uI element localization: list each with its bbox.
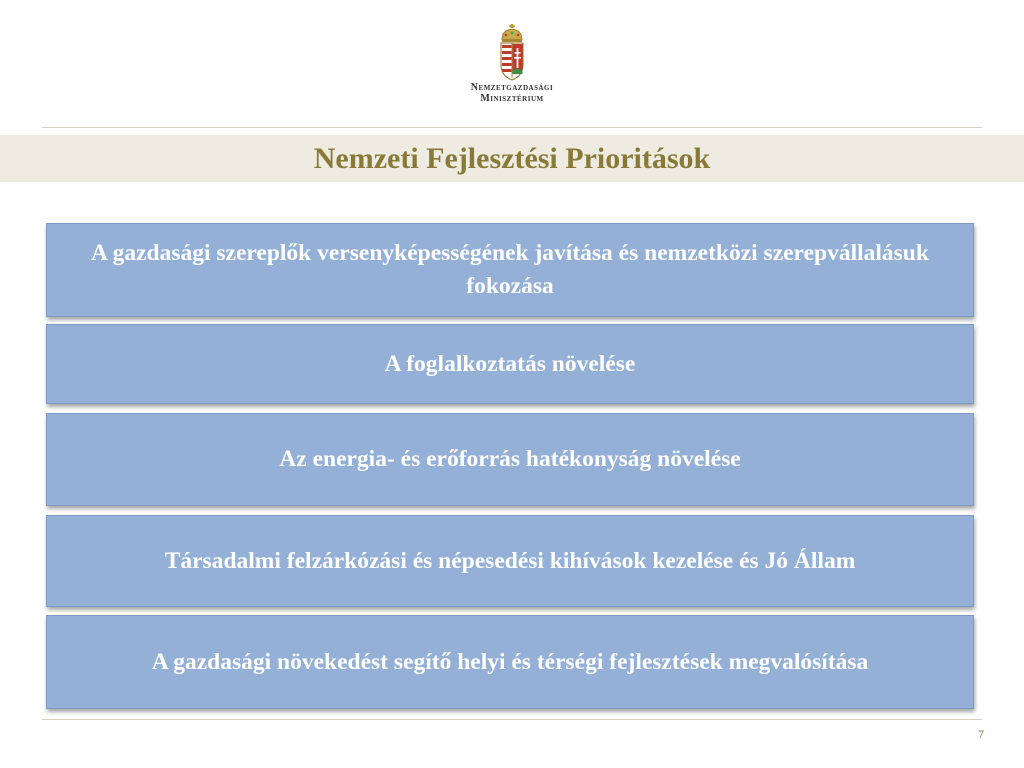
priority-box-1: A gazdasági szereplők versenyképességének javítása és nemzetközi szerepvállalásuk fokozása (46, 223, 974, 317)
logo-text-line1: Nemzetgazdasági (470, 82, 554, 93)
bottom-divider (42, 719, 982, 720)
priority-box-3: Az energia- és erőforrás hatékonyság növelése (46, 413, 974, 506)
priority-box-2: A foglalkoztatás növelése (46, 324, 974, 404)
ministry-logo (452, 24, 572, 116)
priority-box-4: Társadalmi felzárkózási és népesedési kihívások kezelése és Jó Állam (46, 515, 974, 607)
slide-title: Nemzeti Fejlesztési Prioritások (313, 142, 711, 175)
logo-text-line2: Minisztérium (480, 93, 544, 104)
coat-of-arms-icon (497, 24, 527, 82)
priority-box-5: A gazdasági növekedést segítő helyi és térségi fejlesztések megvalósítása (46, 615, 974, 709)
top-divider (42, 127, 982, 128)
page-number: 7 (978, 727, 984, 741)
